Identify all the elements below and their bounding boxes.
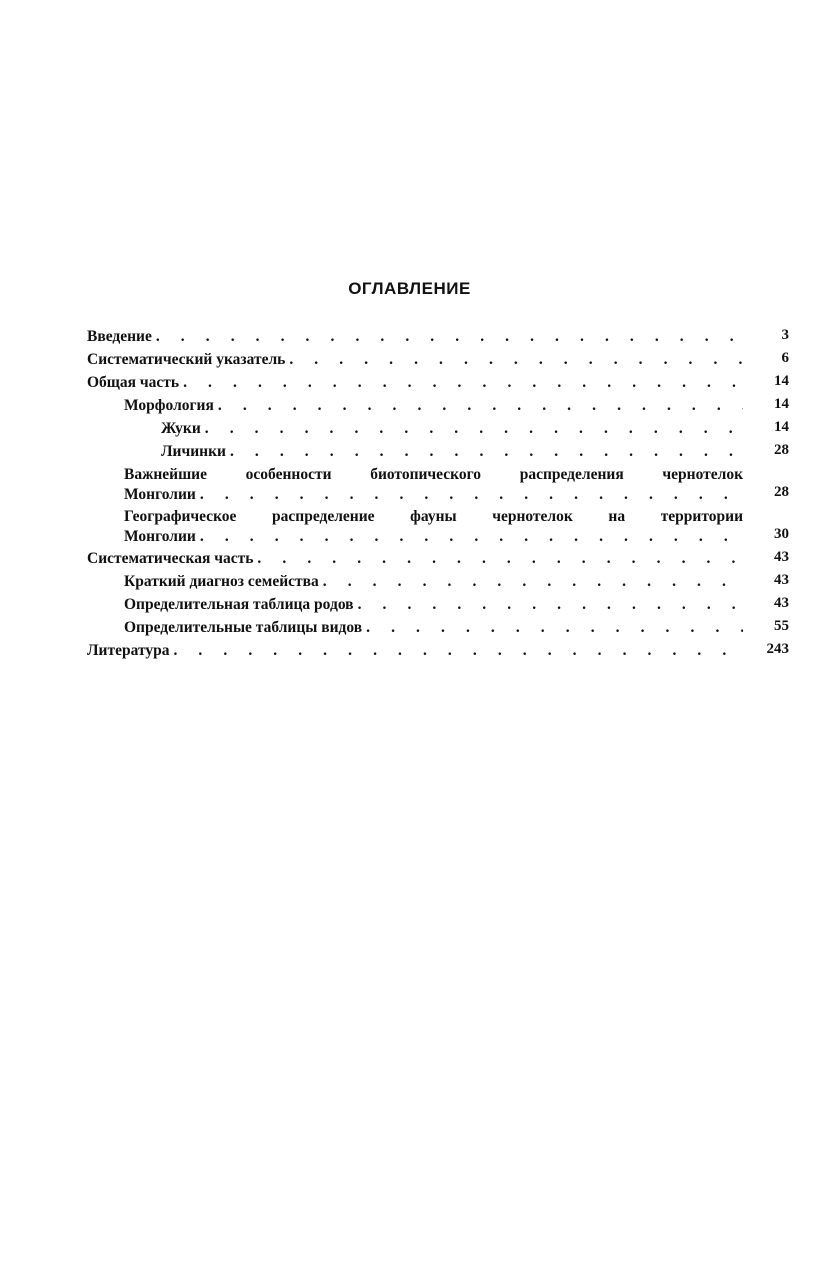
toc-page-number: 14 — [774, 419, 789, 435]
toc-entry-sistematicheskiy-ukazatel — [87, 348, 789, 371]
table-of-contents — [87, 325, 789, 662]
page-title: ОГЛАВЛЕНИЕ — [348, 279, 471, 298]
toc-page-number: 43 — [774, 549, 789, 565]
dot-leader — [200, 485, 743, 505]
dot-leader — [156, 325, 743, 348]
toc-entry-label-line2: Монголии — [124, 528, 196, 545]
toc-entry-label: Введение — [87, 328, 152, 345]
toc-entry-label: Систематический указатель — [87, 351, 286, 368]
toc-entry-label: Морфология — [124, 397, 214, 414]
toc-entry-label-line1: Важнейшие особенности биотопического распределения чернотелок — [124, 466, 743, 483]
toc-entry-label: Краткий диагноз семейства — [124, 573, 319, 590]
toc-entry-label: Общая часть — [87, 374, 180, 391]
toc-page-number: 30 — [774, 526, 789, 542]
toc-page-number: 6 — [781, 350, 789, 366]
toc-page-number: 28 — [774, 442, 789, 458]
toc-entry-label: Систематическая часть — [87, 550, 254, 567]
toc-page-number: 243 — [766, 641, 789, 657]
dot-leader — [218, 394, 743, 417]
dot-leader — [289, 348, 743, 371]
toc-entry-label-line1: Географическое распределение фауны чернотелок на территории — [124, 508, 743, 525]
toc-page-number: 14 — [774, 373, 789, 389]
toc-entry-tablitsy-vidov — [124, 616, 789, 639]
toc-page-number: 43 — [774, 595, 789, 611]
toc-page-number: 3 — [781, 327, 789, 343]
dot-leader — [205, 417, 743, 440]
dot-leader — [257, 547, 743, 570]
toc-entry-lichinki — [161, 440, 789, 463]
toc-entry-tablitsa-rodov — [124, 593, 789, 616]
dot-leader — [200, 527, 743, 547]
toc-entry-zhuki — [161, 417, 789, 440]
toc-page-number: 14 — [774, 396, 789, 412]
toc-entry-label: Личинки — [161, 443, 226, 460]
toc-entry-obshchaya-chast — [87, 371, 789, 394]
dot-leader — [323, 570, 743, 593]
toc-page-number: 43 — [774, 572, 789, 588]
toc-entry-kratkiy-diagnoz — [124, 570, 789, 593]
dot-leader — [358, 593, 743, 616]
toc-entry-label: Жуки — [161, 420, 201, 437]
toc-entry-literatura — [87, 639, 789, 662]
toc-page-number: 28 — [774, 484, 789, 500]
toc-entry-morfologiya — [124, 394, 789, 417]
toc-page-number: 55 — [774, 618, 789, 634]
toc-entry-label: Определительная таблица родов — [124, 596, 354, 613]
toc-entry-biotopicheskoe-raspredelenie — [124, 465, 789, 505]
dot-leader — [230, 440, 743, 463]
toc-entry-sistematicheskaya-chast — [87, 547, 789, 570]
toc-entry-label: Определительные таблицы видов — [124, 619, 363, 636]
toc-entry-geograficheskoe-raspredelenie — [124, 507, 789, 547]
toc-entry-label-line2: Монголии — [124, 486, 196, 503]
toc-entry-label: Литература — [87, 642, 170, 659]
toc-entry-vvedenie — [87, 325, 789, 348]
dot-leader — [173, 639, 743, 662]
dot-leader — [366, 616, 743, 639]
dot-leader — [183, 371, 743, 394]
